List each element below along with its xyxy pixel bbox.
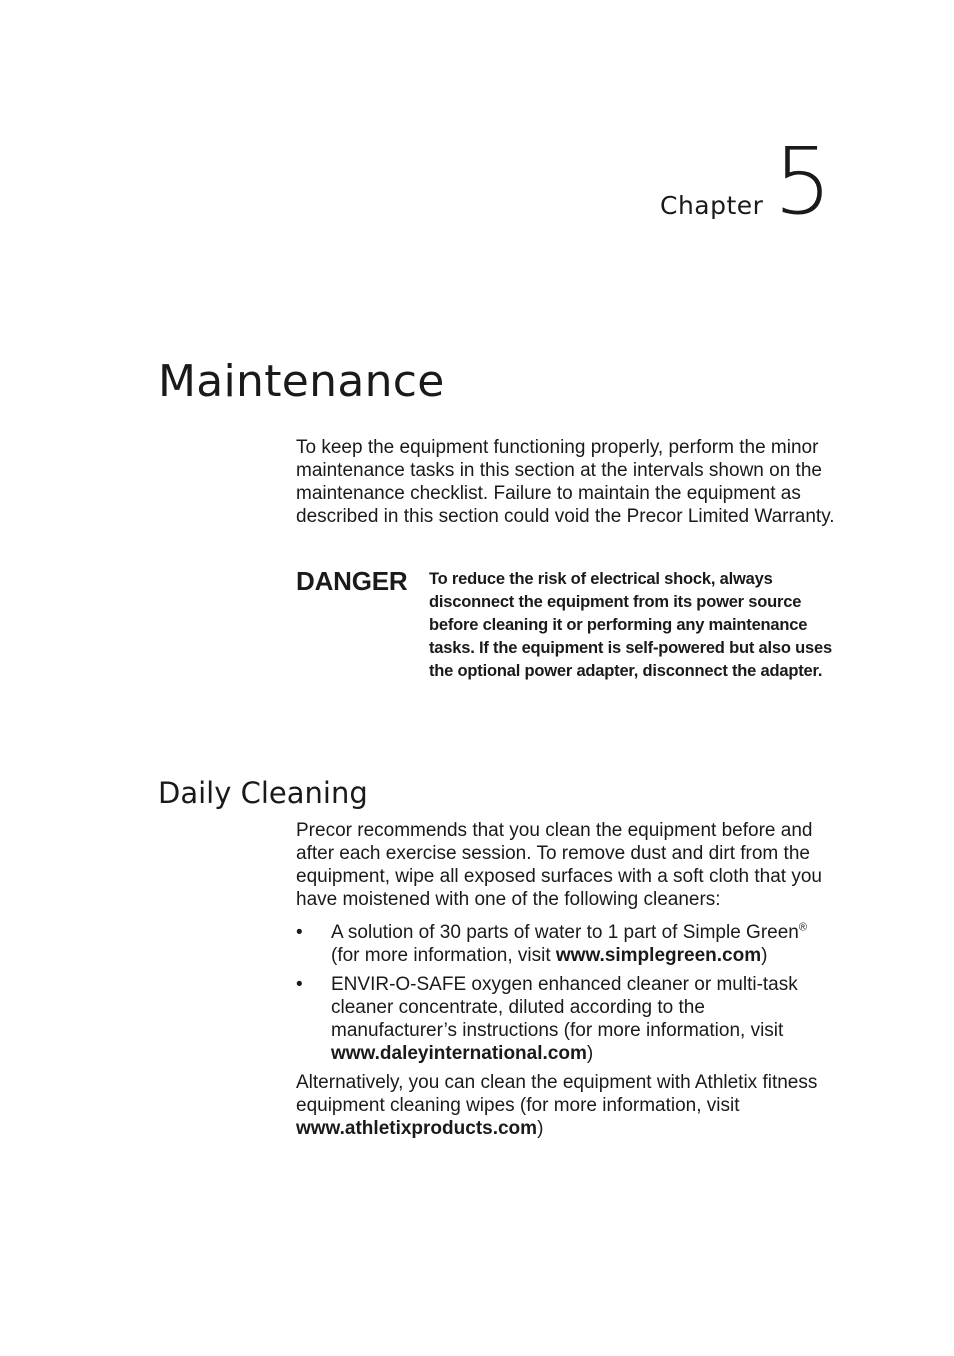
closing-text-end: ) <box>537 1118 544 1139</box>
simplegreen-link[interactable]: www.simplegreen.com <box>555 945 762 966</box>
daleyinternational-link[interactable]: www.daleyinternational.com <box>331 1043 587 1064</box>
danger-label: DANGER <box>296 566 408 596</box>
list-item-text: ENVIR-O-SAFE oxygen enhanced cleaner or multi-task cleaner concentrate, diluted according to the manufacturer’s instructions (for more information, visit <box>331 974 798 1041</box>
cleaner-list <box>296 921 836 1065</box>
list-item-text: (for more information, visit <box>331 945 556 966</box>
bullet-icon: • <box>296 974 303 995</box>
daily-cleaning-paragraph: Precor recommends that you clean the equipment before and after each exercise session. To remove dust and dirt from the equipment, wipe all exposed surfaces with a soft cloth that you have moistened with one of the following cleaners: <box>296 820 822 910</box>
chapter-heading <box>660 128 832 235</box>
chapter-label: Chapter <box>660 191 764 220</box>
list-item <box>296 973 836 1065</box>
daily-cleaning-body <box>296 819 836 1140</box>
closing-text: Alternatively, you can clean the equipment with Athletix fitness equipment cleaning wipes (for more information, visit <box>296 1072 818 1116</box>
intro-paragraph: To keep the equipment functioning properly, perform the minor maintenance tasks in this section at the intervals shown on the maintenance checklist. Failure to maintain the equipment as described in this section could void the Precor Limited Warranty. <box>296 437 835 527</box>
section-heading-daily-cleaning: Daily Cleaning <box>158 776 368 810</box>
list-item <box>296 921 836 967</box>
bullet-icon: • <box>296 922 303 943</box>
list-item-text: ) <box>761 945 768 966</box>
athletixproducts-link[interactable]: www.athletixproducts.com <box>296 1118 538 1139</box>
list-item-text: ) <box>586 1043 594 1064</box>
closing-paragraph <box>296 1071 836 1140</box>
list-item-text: A solution of 30 parts of water to 1 part of Simple Green <box>331 922 799 943</box>
danger-notice <box>296 566 836 683</box>
page-title: Maintenance <box>158 356 445 407</box>
registered-mark: ® <box>798 921 807 934</box>
chapter-number: 5 <box>773 128 832 235</box>
danger-text: To reduce the risk of electrical shock, always disconnect the equipment from its power source before cleaning it or performing any maintenance tasks. If the equipment is self-powered but also uses the optional power adapter, disconnect the adapter. <box>429 570 832 680</box>
